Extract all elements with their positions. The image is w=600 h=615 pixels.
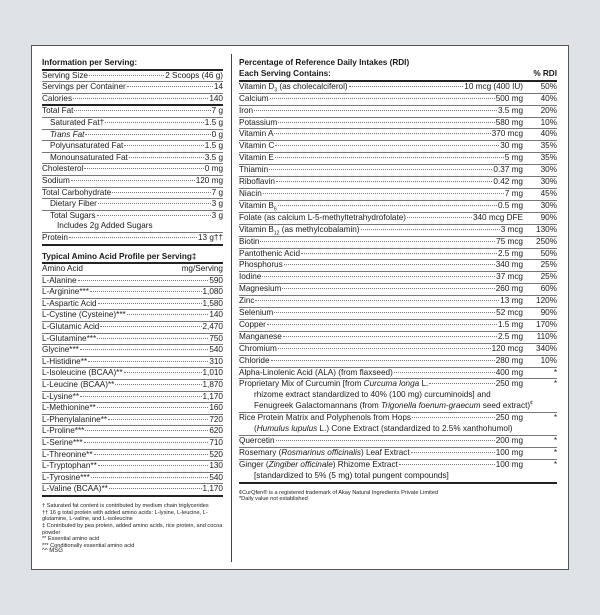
amino-name: L-Leucine (BCAA)** <box>42 380 115 390</box>
b6-sub: 6 <box>273 206 277 213</box>
folate-amount: 340 mcg DFE <box>472 212 523 222</box>
amino-amount: 130 <box>209 461 223 471</box>
amino-amount: 590 <box>209 275 223 285</box>
nutrient-amount: 7 mg <box>504 188 523 198</box>
column-divider <box>231 54 232 562</box>
nutrition-list <box>42 71 223 222</box>
nutrient-pct: 50% <box>540 248 557 258</box>
nutrition-name: Dietary Fiber <box>50 199 97 209</box>
protein-amount: 13 g†† <box>197 232 223 242</box>
right-footnotes <box>239 490 557 503</box>
nutrient-amount: 260 mg <box>495 284 523 294</box>
curcumin-block <box>239 379 557 413</box>
amino-name: L-Valine (BCAA)** <box>42 484 108 494</box>
nutrient-amount: 5 mg <box>504 153 523 163</box>
amino-row <box>42 484 223 497</box>
rice-protein-name: Rice Protein Matrix and Polyphenols from Hops <box>239 413 412 423</box>
nutrition-name: Total Fat <box>42 106 74 116</box>
nutrient-pct: 90% <box>540 308 557 318</box>
nutrition-row <box>42 176 223 188</box>
amino-name: L-Methionine** <box>42 403 96 413</box>
ginger-latin: Zingiber officinale <box>268 459 333 469</box>
amino-amount: 540 <box>209 472 223 482</box>
nutrient-name: Magnesium <box>239 284 282 294</box>
nutrient-row <box>239 308 557 320</box>
amino-amount: 1,080 <box>202 287 223 297</box>
trademark-note: ¢CurQfen® is a registered trademark of Akay Natural Ingredients Private Limited <box>239 489 439 496</box>
nutrition-row <box>42 164 223 176</box>
amino-amount: 710 <box>209 438 223 447</box>
rice-protein-block <box>239 413 557 436</box>
fenugreek-latin: Trigonella foenum-graecum <box>380 401 481 411</box>
amino-name: L-Glutamine*** <box>42 333 97 343</box>
footnote: ‡ Contributed by pea protein, added amino acids, rice protein, and cocoa powder <box>42 523 223 536</box>
amino-amount: 140 <box>209 310 223 320</box>
b12-amount: 3 mcg <box>500 224 523 234</box>
daily-value-note: *Daily value not established <box>239 496 308 503</box>
nutrient-name: Vitamin A <box>239 129 274 139</box>
b6-amount: 0.5 mg <box>497 200 523 210</box>
nutrition-amount: 140 <box>209 93 223 103</box>
amino-name: L-Lysine** <box>42 391 80 401</box>
nutrition-name: Calories <box>42 93 73 103</box>
nutrient-row <box>239 272 557 284</box>
nutrient-amount: 52 mcg <box>496 308 523 318</box>
nutrition-name: Sodium <box>42 175 70 185</box>
nutrient-name: Zinc <box>239 296 255 306</box>
curcumin-latin: Curcuma longa <box>363 379 420 389</box>
rosemary-end: ) Leaf Extract <box>360 447 410 457</box>
nutrition-amount: 3 g <box>211 199 223 209</box>
nutrient-pct: 25% <box>540 272 557 282</box>
nutrient-pct: 35% <box>540 153 557 163</box>
amino-row <box>42 334 223 346</box>
nutrition-row <box>42 94 223 107</box>
amino-col-amount: mg/Serving <box>181 264 223 274</box>
nutrition-name: Cholesterol <box>42 164 84 174</box>
nutrition-row <box>42 141 223 153</box>
nutrient-name: Potassium <box>239 117 278 127</box>
rosemary-name: Rosemary ( <box>239 447 282 457</box>
amino-amount: 520 <box>209 449 223 459</box>
nutrition-row <box>42 188 223 200</box>
nutrient-name: Iron <box>239 105 254 115</box>
nutrient-amount: 1.5 mg <box>497 319 523 329</box>
amino-row <box>42 392 223 404</box>
hops-latin: Humulus lupulus <box>256 424 318 434</box>
b12-sub: 12 <box>273 230 280 237</box>
ginger-block <box>239 460 557 484</box>
nutrient-amount: 2.5 mg <box>497 248 523 258</box>
nutrient-name: Thiamin <box>239 165 269 175</box>
nutrient-row <box>239 344 557 356</box>
nutrition-amount: 0 g <box>211 129 223 139</box>
added-sugars: Includes 2g Added Sugars <box>42 221 223 233</box>
amino-row <box>42 403 223 415</box>
nutrient-row <box>239 284 557 296</box>
amino-amount: 2,470 <box>202 322 223 332</box>
amino-name: L-Threonine** <box>42 449 93 459</box>
amino-amount: 540 <box>209 345 223 355</box>
amino-amount: 1,010 <box>202 368 223 378</box>
nutrient-row-vitamin-d <box>239 82 557 94</box>
nutrient-name: Vitamin E <box>239 153 274 163</box>
nutrition-name: Servings per Container <box>42 82 126 92</box>
amino-name: L-Tryptophan** <box>42 461 97 471</box>
amino-name: L-Serine*** <box>42 438 83 447</box>
left-footnotes <box>42 503 223 550</box>
folate-name: Folate (as calcium L-5-methyltetrahydrofolate) <box>239 212 407 222</box>
nutrient-name: Riboflavin <box>239 177 275 187</box>
amino-col-name: Amino Acid <box>42 264 83 274</box>
nutrient-name: Biotin <box>239 236 260 246</box>
nutrient-row <box>239 189 557 201</box>
amino-amount: 1,170 <box>202 391 223 401</box>
nutrient-row <box>239 106 557 118</box>
nutrient-name: Copper <box>239 319 266 329</box>
nutrient-amount: 0.37 mg <box>493 165 523 175</box>
amino-name: L-Isoleucine (BCAA)** <box>42 368 123 378</box>
amino-row <box>42 322 223 334</box>
b12-desc: (as methylcobalamin) <box>279 224 360 234</box>
amino-amount: 620 <box>209 426 223 436</box>
nutrient-name: Alpha-Linolenic Acid (ALA) (from flaxseed) <box>239 367 393 377</box>
nutrition-amount: 1.5 g <box>204 117 223 127</box>
amino-row <box>42 368 223 380</box>
nutrient-pct: 120% <box>536 296 557 306</box>
nutrient-pct: 10% <box>540 355 557 365</box>
amino-amount: 1,870 <box>202 380 223 390</box>
rosemary-pct: * <box>553 447 557 457</box>
nutrient-amount: 75 mcg <box>496 236 523 246</box>
nutrition-name: Monounsaturated Fat <box>50 152 128 162</box>
nutrition-name: Total Carbohydrate <box>42 187 112 197</box>
nutrient-amount: 30 mg <box>500 141 523 151</box>
nutrition-amount: 2 Scoops (46 g) <box>165 70 223 80</box>
b12-name: Vitamin B <box>239 224 274 234</box>
rice-protein-pct: * <box>553 413 557 423</box>
left-column <box>42 58 223 550</box>
rdi-subtitle: Each Serving Contains: <box>239 68 331 78</box>
vitamin-d-pct: 50% <box>540 81 557 91</box>
amino-name: Glycine*** <box>42 345 79 355</box>
nutrition-amount: 0 mg <box>204 164 223 174</box>
amino-amount: 720 <box>209 414 223 424</box>
nutrient-row-vitamin-b6 <box>239 201 557 213</box>
nutrient-row <box>239 129 557 141</box>
nutrient-amount: 580 mg <box>495 117 523 127</box>
nutrient-amount: 120 mcg <box>491 343 523 353</box>
nutrient-row <box>239 118 557 130</box>
nutrient-pct: 20% <box>540 105 557 115</box>
amino-row <box>42 357 223 369</box>
nutrition-name: Polyunsaturated Fat <box>50 141 124 151</box>
amino-row <box>42 299 223 311</box>
fenugreek-name: Fenugreek Galactomannans (from <box>254 401 381 411</box>
amino-name: L-Alanine <box>42 275 77 285</box>
folate-pct: 90% <box>540 212 557 222</box>
nutrient-row <box>239 296 557 308</box>
rdi-pct-header: % RDI <box>533 68 557 78</box>
vitamin-d-amount: 10 mcg (400 IU) <box>464 81 523 91</box>
nutrient-row <box>239 153 557 165</box>
nutrition-name: Saturated Fat† <box>50 117 105 127</box>
nutrient-amount: 280 mg <box>495 355 523 365</box>
nutrition-amount: 7 g <box>211 106 223 116</box>
amino-row <box>42 380 223 392</box>
quercetin-name: Quercetin <box>239 436 275 445</box>
amino-name: L-Glutamic Acid <box>42 322 100 332</box>
nutrient-row <box>239 237 557 249</box>
nutrient-name: Selenium <box>239 308 274 318</box>
nutrition-name: Trans Fat <box>50 129 85 139</box>
nutrient-pct: 60% <box>540 284 557 294</box>
quercetin-pct: * <box>553 436 557 445</box>
ginger-amount: 100 mg <box>495 459 523 469</box>
nutrient-pct: 170% <box>536 319 557 329</box>
nutrient-row-rosemary <box>239 448 557 460</box>
nutrition-row <box>42 106 223 118</box>
amino-row <box>42 310 223 322</box>
nutrient-pct: 10% <box>540 117 557 127</box>
ginger-end: ) Rhizome Extract <box>332 459 398 469</box>
nutrient-pct: 340% <box>536 343 557 353</box>
hops-desc: L.) Cone Extract (standardized to 2.5% xanthohumol) <box>317 424 513 434</box>
nutrient-pct: 35% <box>540 141 557 151</box>
nutrient-row-vitamin-b12 <box>239 225 557 237</box>
nutrient-pct: 40% <box>540 129 557 139</box>
nutrition-amount: 3 g <box>211 210 223 220</box>
amino-row <box>42 345 223 357</box>
nutrient-list-1 <box>239 94 557 201</box>
nutrition-amount: 7 g <box>211 187 223 197</box>
nutrient-name: Chloride <box>239 355 270 365</box>
amino-name: L-Tyrosine*** <box>42 472 90 482</box>
nutrient-name: Chromium <box>239 343 277 353</box>
nutrient-row <box>239 320 557 332</box>
amino-name: L-Proline*** <box>42 426 85 436</box>
vitamin-d-desc: (as cholecalciferol) <box>277 81 348 91</box>
nutrient-row-quercetin <box>239 436 557 448</box>
nutrition-name: Total Sugars <box>50 210 96 220</box>
vitamin-d-sub: 3 <box>274 87 278 94</box>
nutrition-name: Serving Size <box>42 70 88 80</box>
amino-list <box>42 276 223 497</box>
nutrient-row <box>239 356 557 368</box>
nutrient-amount: 3.5 mg <box>497 105 523 115</box>
curcumin-amount: 250 mg <box>495 379 523 389</box>
nutrient-row <box>239 249 557 261</box>
nutrition-row <box>42 118 223 130</box>
nutrient-pct: 45% <box>540 188 557 198</box>
nutrient-pct: * <box>553 367 557 377</box>
amino-row <box>42 276 223 288</box>
nutrient-name: Pantothenic Acid <box>239 248 300 258</box>
amino-title: Typical Amino Acid Profile per Serving‡ <box>42 252 223 265</box>
footnote: *** Conditionally essential amino acid <box>42 543 135 550</box>
nutrient-pct: 30% <box>540 177 557 187</box>
nutrition-amount: 14 <box>213 82 223 92</box>
nutrient-pct: 250% <box>536 236 557 246</box>
nutrient-amount: 400 mg <box>495 367 523 377</box>
nutrient-name: Phosphorus <box>239 260 283 270</box>
info-title: Information per Serving: <box>42 58 223 71</box>
nutrient-amount: 2.5 mg <box>497 331 523 341</box>
amino-name: L-Phenylalanine** <box>42 414 108 424</box>
amino-row <box>42 426 223 438</box>
nutrient-list-2 <box>239 237 557 380</box>
rdi-header-row <box>239 69 557 82</box>
nutrient-row <box>239 368 557 380</box>
nutrition-amount: 3.5 g <box>204 152 223 162</box>
amino-name: L-Histidine** <box>42 356 88 366</box>
nutrient-amount: 340 mg <box>495 260 523 270</box>
fenugreek-mark: ¢ <box>530 400 533 407</box>
amino-row <box>42 473 223 485</box>
quercetin-amount: 200 mg <box>495 436 523 445</box>
amino-name: L-Aspartic Acid <box>42 298 97 308</box>
nutrition-amount: 120 mg <box>195 175 223 185</box>
nutrient-amount: 0.42 mg <box>493 177 523 187</box>
amino-header-row <box>42 264 223 276</box>
amino-amount: 1,580 <box>202 298 223 308</box>
rice-protein-amount: 250 mg <box>495 413 523 423</box>
nutrient-row <box>239 94 557 106</box>
amino-amount: 310 <box>209 356 223 366</box>
hops-open: ( <box>254 424 257 434</box>
amino-amount: 160 <box>209 403 223 413</box>
nutrition-row <box>42 82 223 94</box>
nutrient-amount: 370 mcg <box>491 129 523 139</box>
nutrient-row <box>239 165 557 177</box>
b6-pct: 30% <box>540 200 557 210</box>
curcumin-line-2: rhizome extract standardized to 40% (100 mg) curcuminoids] and <box>254 390 491 400</box>
amino-amount: 750 <box>209 333 223 343</box>
amino-row <box>42 415 223 427</box>
amino-amount: 1,170 <box>202 484 223 494</box>
nutrition-row <box>42 153 223 165</box>
nutrient-pct: 30% <box>540 165 557 175</box>
ginger-name: Ginger ( <box>239 459 269 469</box>
nutrition-row <box>42 199 223 211</box>
right-column <box>239 58 557 503</box>
nutrient-amount: 500 mg <box>495 93 523 103</box>
amino-row <box>42 450 223 462</box>
amino-name: L-Arginine*** <box>42 287 89 297</box>
footnote: † Saturated fat content is contributed by medium chain triglycerides <box>42 502 209 509</box>
fenugreek-end: seed extract) <box>480 401 531 411</box>
nutrient-name: Calcium <box>239 93 269 103</box>
nutrient-row-folate <box>239 213 557 225</box>
rosemary-amount: 100 mg <box>495 447 523 457</box>
amino-row <box>42 438 223 450</box>
nutrient-name: Manganese <box>239 331 282 341</box>
nutrient-name: Iodine <box>239 272 262 282</box>
protein-name: Protein <box>42 232 68 242</box>
nutrient-amount: 13 mg <box>500 296 523 306</box>
vitamin-d-name: Vitamin D <box>239 81 275 91</box>
amino-name: L-Cystine (Cysteine)*** <box>42 310 126 320</box>
nutrient-name: Niacin <box>239 188 262 198</box>
curcumin-name: Proprietary Mix of Curcumin [from <box>239 379 364 389</box>
nutrition-row <box>42 130 223 142</box>
nutrient-pct: 110% <box>536 331 557 341</box>
nutrient-amount: 37 mcg <box>496 272 523 282</box>
nutrition-row <box>42 71 223 83</box>
nutrient-pct: 25% <box>540 260 557 270</box>
curcumin-name-end: L. <box>419 379 429 389</box>
ginger-pct: * <box>553 459 557 469</box>
rosemary-latin: Rosmarinus officinalis <box>281 447 361 457</box>
nutrient-row <box>239 332 557 344</box>
nutrition-amount: 1.5 g <box>204 141 223 151</box>
nutrient-pct: 40% <box>540 93 557 103</box>
nutrient-row <box>239 177 557 189</box>
footnote: ** Essential amino acid <box>42 536 100 543</box>
b12-pct: 130% <box>536 224 557 234</box>
footnote: †† 16 g total protein with added amino acids: L-lysine, L-leucine, L-glutamine, L-valine, and L-isoleucine <box>42 509 208 523</box>
amino-row <box>42 461 223 473</box>
b6-name: Vitamin B <box>239 200 274 210</box>
msg-note: ^^ MSG <box>42 548 63 554</box>
nutrient-row <box>239 141 557 153</box>
supplement-facts-panel <box>31 45 569 570</box>
rdi-title: Percentage of Reference Daily Intakes (RDI) <box>239 58 410 67</box>
amino-row <box>42 287 223 299</box>
nutrition-row-protein <box>42 233 223 246</box>
nutrient-name: Vitamin C <box>239 141 275 151</box>
nutrient-row <box>239 260 557 272</box>
ginger-line-2: [standardized to 5% (5 mg) total pungent compounds] <box>254 470 449 480</box>
curcumin-pct: * <box>553 379 557 389</box>
nutrition-row <box>42 211 223 222</box>
